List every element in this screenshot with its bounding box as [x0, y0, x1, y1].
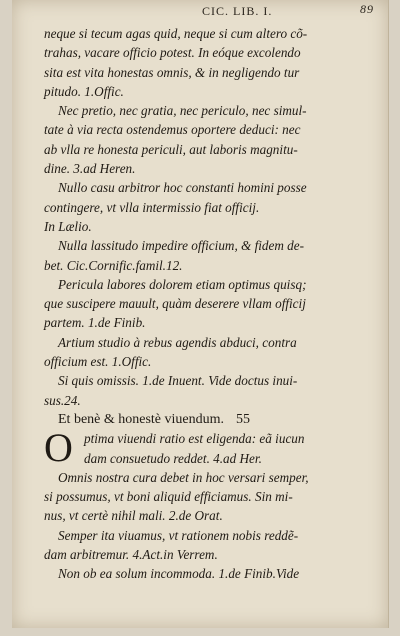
text-line: tate à via recta ostendemus oportere deduci: nec: [44, 122, 301, 138]
text-line: que suscipere mauult, quàm deserere vllam officij: [44, 296, 306, 312]
text-line: dine. 3.ad Heren.: [44, 161, 136, 177]
running-head: CIC. LIB. I.: [202, 4, 273, 18]
text-line: Si quis omissis. 1.de Inuent. Vide doctus inui-: [58, 373, 298, 389]
text-line: si possumus, vt boni aliquid efficiamus. Sin mi-: [44, 489, 293, 505]
text-line: Non ob ea solum incommoda. 1.de Finib.Vide: [58, 566, 300, 582]
text-line: Semper ita viuamus, vt rationem nobis reddẽ-: [58, 527, 299, 543]
text-line: nus, vt certè nihil mali. 2.de Orat.: [44, 508, 223, 524]
text-line: Nullo casu arbitror hoc constanti homini posse: [58, 180, 307, 196]
dropcap-letter: O: [44, 425, 73, 471]
text-line: Pericula labores dolorem etiam optimus quisq;: [58, 276, 307, 292]
text-line: dam consuetudo reddet. 4.ad Her.: [84, 450, 262, 466]
text-line: Nulla lassitudo impedire officium, & fidem de-: [58, 238, 305, 254]
text-line: Nec pretio, nec gratia, nec periculo, nec simul-: [58, 103, 307, 119]
text-line: bet. Cic.Cornific.famil.12.: [44, 257, 183, 273]
text-line: ab vlla re honesta periculi, aut laboris magnitu-: [44, 141, 298, 157]
text-line: dam arbitremur. 4.Act.in Verrem.: [44, 547, 218, 563]
text-line: sita est vita honestas omnis, & in negligendo tur: [44, 64, 300, 80]
page-number: 89: [360, 2, 374, 16]
dropcap-paragraph: [44, 425, 374, 471]
text-line: Artium studio à rebus agendis abduci, contra: [58, 334, 297, 350]
text-line: neque si tecum agas quid, neque si cum altero cõ-: [44, 26, 308, 41]
page-header: [52, 4, 374, 20]
text-line: In Lælio.: [44, 218, 92, 234]
text-line: ptima viuendi ratio est eligenda: eã iucun: [84, 431, 305, 447]
section-heading: [44, 410, 374, 429]
text-line: officium est. 1.Offic.: [44, 354, 152, 370]
text-line: Omnis nostra cura debet in hoc versari semper,: [58, 469, 309, 485]
book-page: [12, 0, 389, 628]
text-line: contingere, vt vlla intermissio fiat officij.: [44, 199, 260, 215]
section-heading-text: Et benè & honestè viuendum.: [58, 411, 225, 427]
text-line: trahas, vacare officio potest. In eóque excolendo: [44, 45, 301, 61]
text-line: pitudo. 1.Offic.: [44, 83, 124, 99]
body-text: [44, 24, 374, 584]
section-number: 55: [236, 411, 251, 427]
text-line: sus.24.: [44, 392, 81, 408]
text-line: partem. 1.de Finib.: [44, 315, 146, 331]
